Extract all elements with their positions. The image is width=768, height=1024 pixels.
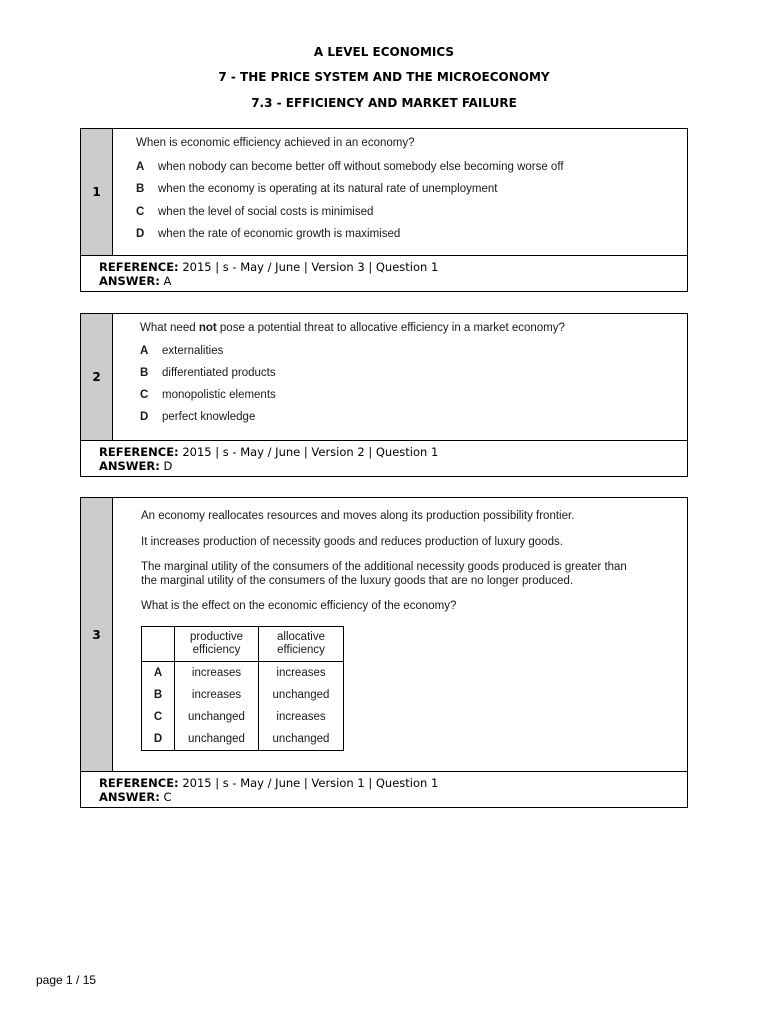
question-number: 3 [81, 498, 113, 771]
question-content [113, 498, 687, 771]
answer-text: C [163, 790, 172, 804]
question-3-box [80, 497, 688, 808]
option-c: C monopolistic elements [140, 389, 276, 401]
cell-productive: unchanged [175, 728, 259, 751]
reference-text: 2015 | s - May / June | Version 1 | Question 1 [182, 776, 439, 790]
document-subject: A LEVEL ECONOMICS [313, 45, 455, 59]
option-c: C when the level of social costs is minimised [136, 206, 374, 218]
question-stem: What need not pose a potential threat to allocative efficiency in a market economy? [140, 322, 565, 334]
table-row [142, 662, 344, 685]
cell-productive: unchanged [175, 706, 259, 728]
table-header-row [142, 627, 344, 662]
answer-text: A [163, 274, 172, 288]
reference-text: 2015 | s - May / June | Version 3 | Question 1 [182, 260, 439, 274]
question-reference: REFERENCE: 2015 | s - May / June | Version 3 | Question 1 ANSWER: A [99, 260, 439, 288]
question-stem-line-5: What is the effect on the economic efficiency of the economy? [141, 600, 457, 612]
document-subtopic: 7.3 - EFFICIENCY AND MARKET FAILURE [251, 96, 517, 110]
row-letter: A [142, 662, 175, 685]
question-stem-line-1: An economy reallocates resources and moves along its production possibility frontier. [141, 510, 575, 522]
row-letter: B [142, 684, 175, 706]
table-row [142, 684, 344, 706]
row-letter: C [142, 706, 175, 728]
option-a: A externalities [140, 345, 224, 357]
cell-allocative: increases [259, 662, 344, 685]
question-stem: When is economic efficiency achieved in an economy? [136, 137, 415, 149]
cell-allocative: unchanged [259, 684, 344, 706]
question-reference: REFERENCE: 2015 | s - May / June | Version 2 | Question 1 ANSWER: D [99, 445, 439, 473]
row-letter: D [142, 728, 175, 751]
option-d: D perfect knowledge [140, 411, 256, 423]
option-b: B differentiated products [140, 367, 276, 379]
option-b: B when the economy is operating at its natural rate of unemployment [136, 183, 498, 195]
question-2-box [80, 313, 688, 477]
question-1-box [80, 128, 688, 292]
document-topic: 7 - THE PRICE SYSTEM AND THE MICROECONOMY [218, 70, 550, 84]
page-number: page 1 / 15 [36, 973, 97, 987]
cell-allocative: unchanged [259, 728, 344, 751]
option-a: A when nobody can become better off without somebody else becoming worse off [136, 161, 564, 173]
question-stem-line-4: the marginal utility of the consumers of the luxury goods that are no longer produced. [141, 575, 574, 587]
cell-productive: increases [175, 684, 259, 706]
table-row [142, 706, 344, 728]
question-content [113, 129, 687, 255]
question-stem-line-3: The marginal utility of the consumers of the additional necessity goods produced is greater than [141, 561, 627, 573]
column-header-productive: productive efficiency [175, 627, 259, 662]
question-number: 1 [81, 129, 113, 255]
option-d: D when the rate of economic growth is maximised [136, 228, 401, 240]
reference-text: 2015 | s - May / June | Version 2 | Question 1 [182, 445, 439, 459]
column-header-allocative: allocative efficiency [259, 627, 344, 662]
cell-allocative: increases [259, 706, 344, 728]
answer-text: D [163, 459, 173, 473]
cell-productive: increases [175, 662, 259, 685]
question-content [113, 314, 687, 440]
table-row [142, 728, 344, 751]
options-table [141, 626, 344, 751]
question-stem-line-2: It increases production of necessity goods and reduces production of luxury goods. [141, 536, 563, 548]
question-reference: REFERENCE: 2015 | s - May / June | Version 1 | Question 1 ANSWER: C [99, 776, 439, 804]
question-number: 2 [81, 314, 113, 440]
